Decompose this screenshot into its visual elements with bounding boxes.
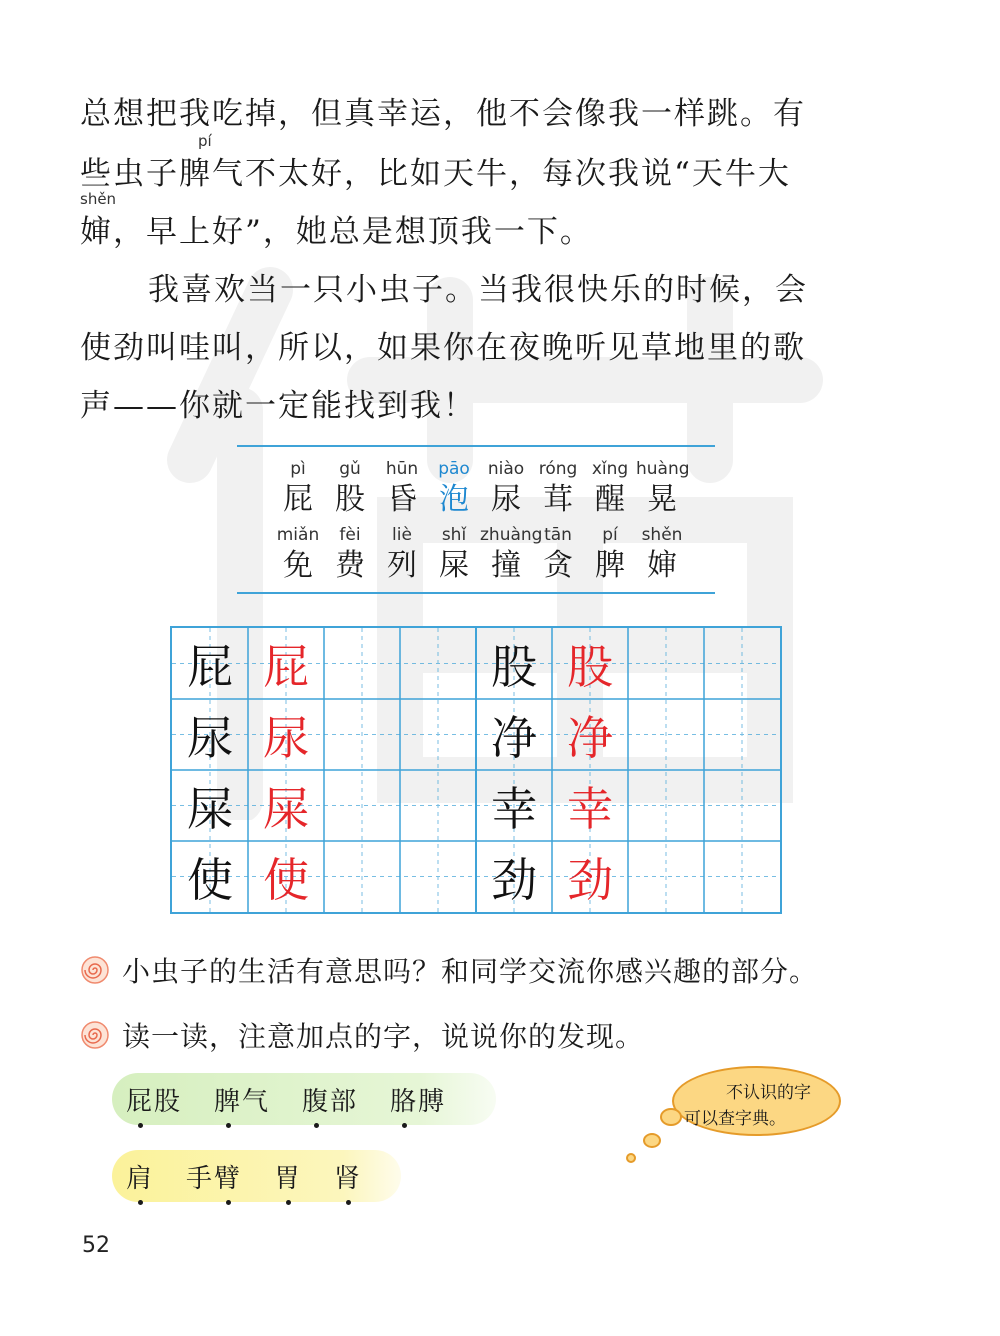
word-item — [186, 1158, 242, 1195]
word-item — [274, 1158, 302, 1195]
vocab-character: 贪 — [543, 548, 573, 583]
paragraph-line-3: 婶，早上好”，她总是想顶我一下。 — [80, 214, 593, 250]
vocab-pinyin: róng — [538, 459, 578, 479]
model-character: 净 — [491, 710, 538, 765]
tip-line-1: 不认识的字 — [726, 1083, 811, 1103]
emphasis-dot — [314, 1123, 319, 1128]
trace-character: 幸 — [567, 781, 614, 836]
spiral-icon — [80, 955, 110, 985]
word-text: 胃 — [274, 1163, 303, 1194]
vocab-top-rule — [237, 445, 715, 447]
vocab-pinyin: pì — [290, 459, 306, 479]
word-text: 屁股 — [126, 1086, 183, 1117]
vocab-character: 脾 — [595, 548, 625, 583]
model-character: 劲 — [491, 852, 538, 907]
model-character: 幸 — [491, 781, 538, 836]
vocab-item — [480, 524, 543, 586]
question-1 — [80, 950, 818, 990]
vocab-pinyin: liè — [392, 525, 412, 545]
model-character: 股 — [491, 639, 538, 694]
vocab-character: 尿 — [491, 482, 521, 517]
paragraph-line-6: 声——你就一定能找到我！ — [80, 388, 476, 424]
question-2 — [80, 1015, 644, 1055]
trace-character: 劲 — [567, 852, 614, 907]
vocab-pinyin: shǐ — [441, 525, 467, 545]
spiral-icon — [80, 1020, 110, 1050]
vocab-pinyin: zhuàng — [480, 525, 543, 545]
emphasis-dot — [346, 1200, 351, 1205]
bubble-puff-2 — [643, 1133, 661, 1148]
vocab-pinyin: hūn — [385, 459, 419, 479]
vocab-character: 股 — [335, 482, 365, 517]
model-character: 尿 — [187, 710, 234, 765]
trace-character: 尿 — [263, 710, 310, 765]
vocab-character: 婶 — [647, 548, 677, 583]
model-character: 使 — [187, 852, 234, 907]
vocab-item — [636, 458, 688, 520]
paragraph-line-2: 些虫子脾气不太好，比如天牛，每次我说“天牛大 — [80, 156, 791, 192]
vocab-item — [532, 524, 584, 586]
vocab-character: 免 — [283, 548, 313, 583]
emphasis-dot — [138, 1123, 143, 1128]
vocab-item — [428, 524, 480, 586]
vocab-character: 列 — [387, 548, 417, 583]
vocab-pinyin: miǎn — [276, 525, 320, 545]
vocab-item — [532, 458, 584, 520]
vocab-pinyin: huàng — [636, 459, 690, 479]
vocab-character: 撞 — [491, 548, 521, 583]
vocab-character: 泡 — [439, 482, 469, 517]
vocab-character: 屁 — [283, 482, 313, 517]
vocab-bottom-rule — [237, 592, 715, 594]
vocab-item — [324, 458, 376, 520]
question-1-text: 小虫子的生活有意思吗？和同学交流你感兴趣的部分。 — [122, 955, 819, 988]
pinyin-pi: pí — [198, 132, 212, 150]
trace-character: 屁 — [263, 639, 310, 694]
word-text: 肩 — [126, 1163, 155, 1194]
model-character: 屁 — [187, 639, 234, 694]
question-2-text: 读一读，注意加点的字，说说你的发现。 — [122, 1020, 645, 1053]
vocab-character: 屎 — [439, 548, 469, 583]
word-text: 手臂 — [186, 1163, 243, 1194]
emphasis-dot — [138, 1200, 143, 1205]
word-item — [214, 1081, 270, 1118]
vocab-character: 昏 — [387, 482, 417, 517]
vocab-item — [428, 458, 480, 520]
vocab-item — [584, 458, 636, 520]
vocab-pinyin: fèi — [339, 525, 361, 545]
vocab-pinyin: tān — [544, 525, 572, 545]
vocab-pinyin: xǐng — [591, 459, 629, 479]
word-item — [334, 1158, 362, 1195]
word-item — [302, 1081, 358, 1118]
vocab-character: 费 — [335, 548, 365, 583]
emphasis-dot — [402, 1123, 407, 1128]
bubble-puff-3 — [626, 1153, 636, 1163]
vocab-item — [584, 524, 636, 586]
vocab-pinyin: niào — [487, 459, 525, 479]
vocab-row-2 — [272, 524, 688, 586]
tip-line-2: 可以查字典。 — [684, 1109, 786, 1129]
vocab-character: 晃 — [647, 482, 677, 517]
bubble-puff-1 — [660, 1108, 682, 1126]
vocab-pinyin: pāo — [438, 459, 470, 479]
pinyin-shen: shěn — [80, 190, 117, 208]
vocab-row-1 — [272, 458, 688, 520]
paragraph-line-5: 使劲叫哇叫，所以，如果你在夜晚听见草地里的歌 — [80, 330, 806, 366]
vocab-item — [376, 524, 428, 586]
word-item — [126, 1081, 182, 1118]
vocab-pinyin: shěn — [641, 525, 683, 545]
vocab-item — [376, 458, 428, 520]
tip-bubble — [672, 1066, 841, 1136]
vocab-item — [272, 524, 324, 586]
vocab-item — [636, 524, 688, 586]
writing-grid — [170, 626, 782, 914]
word-text: 脾气 — [214, 1086, 271, 1117]
word-group-green — [112, 1073, 496, 1125]
page-number: 52 — [82, 1233, 110, 1258]
vocab-pinyin: gǔ — [339, 459, 361, 479]
word-text: 胳膊 — [390, 1086, 447, 1117]
trace-character: 使 — [263, 852, 310, 907]
vocab-item — [272, 458, 324, 520]
trace-character: 屎 — [263, 781, 310, 836]
word-text: 肾 — [334, 1163, 363, 1194]
model-character: 屎 — [187, 781, 234, 836]
paragraph-line-4: 我喜欢当一只小虫子。当我很快乐的时候，会 — [148, 272, 808, 308]
vocab-item — [324, 524, 376, 586]
vocab-item — [480, 458, 532, 520]
emphasis-dot — [286, 1200, 291, 1205]
word-group-yellow — [112, 1150, 401, 1202]
word-item — [126, 1158, 154, 1195]
word-text: 腹部 — [302, 1086, 359, 1117]
word-item — [390, 1081, 446, 1118]
emphasis-dot — [226, 1200, 231, 1205]
paragraph-line-1: 总想把我吃掉，但真幸运，他不会像我一样跳。有 — [80, 96, 806, 132]
emphasis-dot — [226, 1123, 231, 1128]
trace-character: 净 — [567, 710, 614, 765]
vocab-character: 醒 — [595, 482, 625, 517]
vocab-pinyin: pí — [602, 525, 618, 545]
vocab-character: 茸 — [543, 482, 573, 517]
trace-character: 股 — [567, 639, 614, 694]
